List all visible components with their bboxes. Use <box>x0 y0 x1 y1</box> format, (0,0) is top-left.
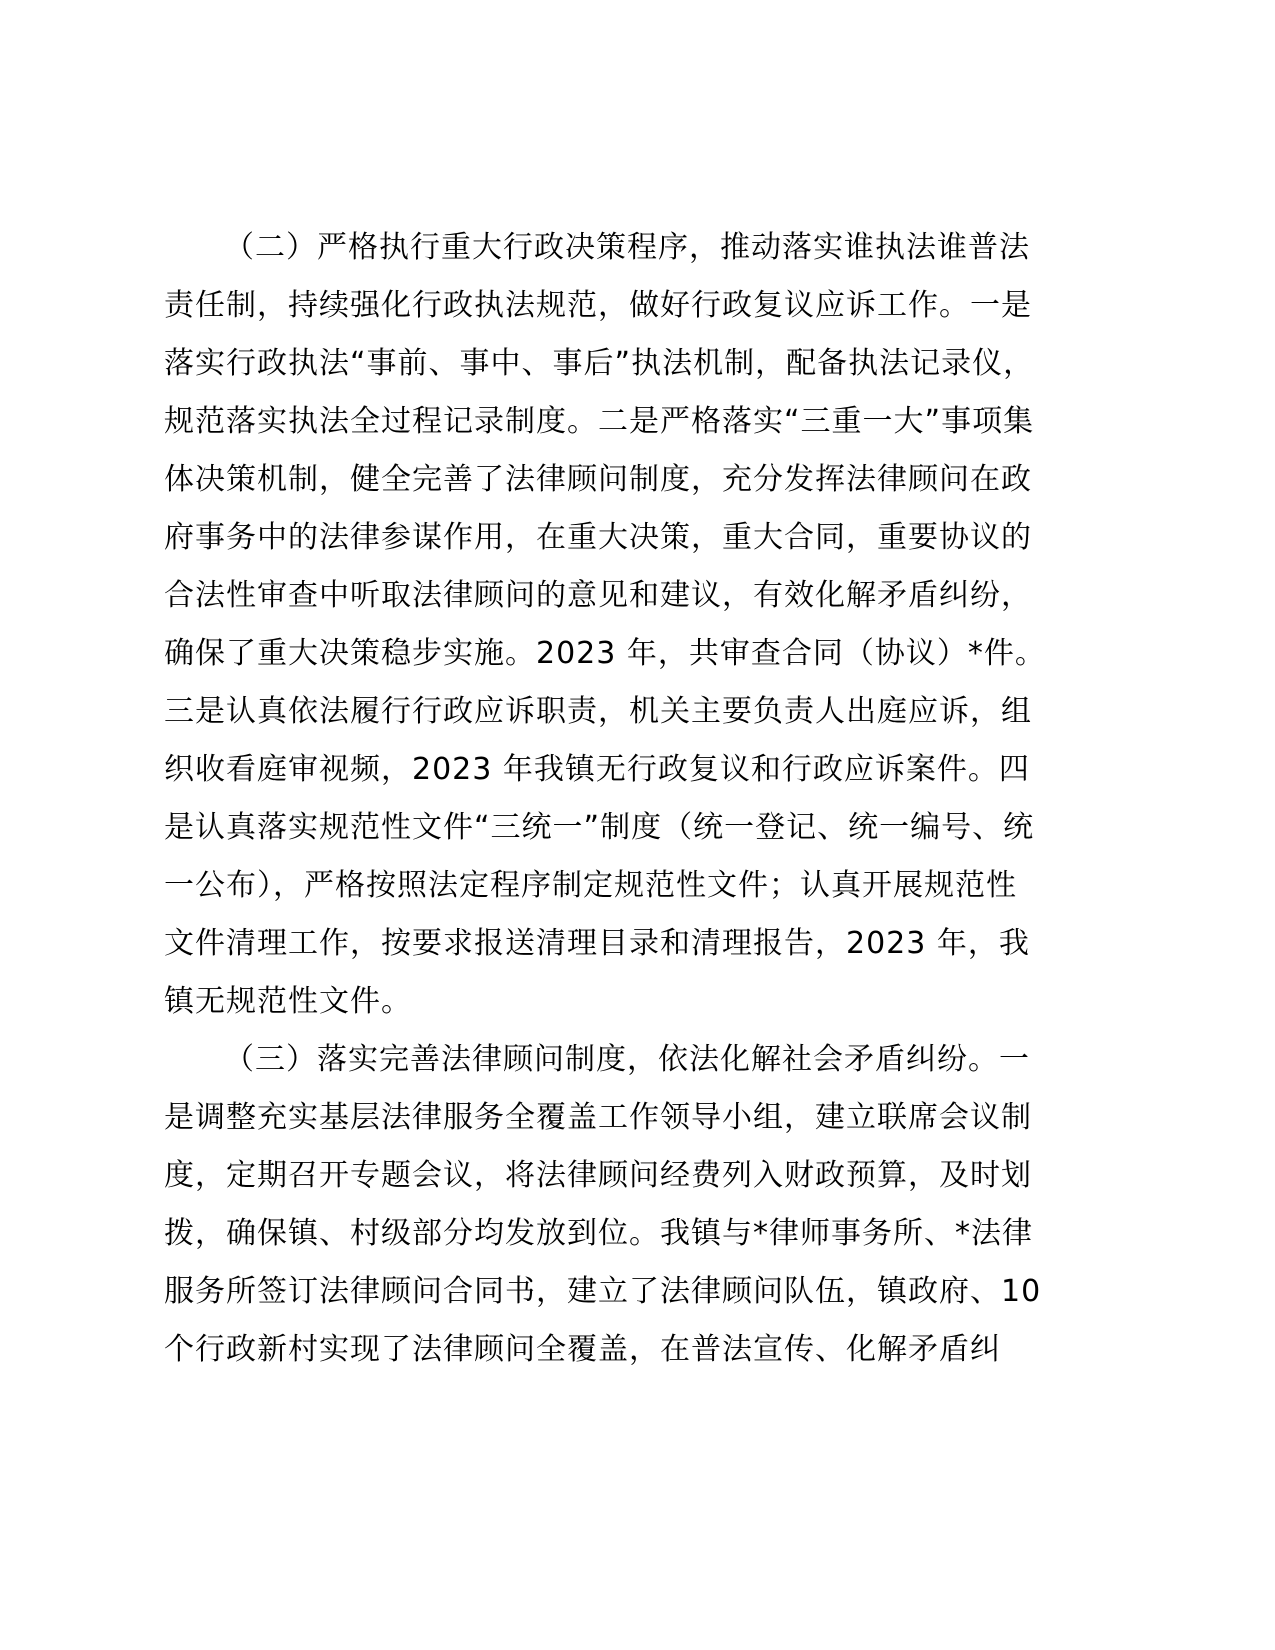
text-line: 文件清理工作，按要求报送清理目录和清理报告，2023 年，我 <box>164 926 1030 961</box>
text-line: 织收看庭审视频，2023 年我镇无行政复议和行政应诉案件。四 <box>164 752 1030 787</box>
text-line: 责任制，持续强化行政执法规范，做好行政复议应诉工作。一是 <box>164 288 1032 323</box>
document-body <box>164 219 1096 1379</box>
text-line: 是调整充实基层法律服务全覆盖工作领导小组，建立联席会议制 <box>164 1100 1032 1135</box>
text-line: 是认真落实规范性文件“三统一”制度（统一登记、统一编号、统 <box>164 810 1035 845</box>
text-line: 确保了重大决策稳步实施。2023 年，共审查合同（协议）*件。 <box>164 636 1046 671</box>
text-line: 府事务中的法律参谋作用，在重大决策，重大合同，重要协议的 <box>164 520 1032 555</box>
text-line: （二）严格执行重大行政决策程序，推动落实谁执法谁普法 <box>224 230 1030 265</box>
text-line: 镇无规范性文件。 <box>164 984 412 1019</box>
paragraph <box>164 1031 1096 1379</box>
text-line: 合法性审查中听取法律顾问的意见和建议，有效化解矛盾纠纷， <box>164 578 1032 613</box>
text-line: 三是认真依法履行行政应诉职责，机关主要负责人出庭应诉，组 <box>164 694 1032 729</box>
text-line: 度，定期召开专题会议，将法律顾问经费列入财政预算，及时划 <box>164 1158 1032 1193</box>
text-line: 个行政新村实现了法律顾问全覆盖，在普法宣传、化解矛盾纠 <box>164 1332 1001 1367</box>
text-line: 落实行政执法“事前、事中、事后”执法机制，配备执法记录仪， <box>164 346 1035 381</box>
text-line: 一公布），严格按照法定程序制定规范性文件；认真开展规范性 <box>164 868 1017 903</box>
paragraph <box>164 219 1096 1031</box>
text-line: 体决策机制，健全完善了法律顾问制度，充分发挥法律顾问在政 <box>164 462 1032 497</box>
text-line: 规范落实执法全过程记录制度。二是严格落实“三重一大”事项集 <box>164 404 1035 439</box>
text-line: 拨，确保镇、村级部分均发放到位。我镇与*律师事务所、*法律 <box>164 1216 1033 1251</box>
text-line: （三）落实完善法律顾问制度，依法化解社会矛盾纠纷。一 <box>224 1042 1030 1077</box>
text-line: 服务所签订法律顾问合同书，建立了法律顾问队伍，镇政府、10 <box>164 1274 1042 1309</box>
